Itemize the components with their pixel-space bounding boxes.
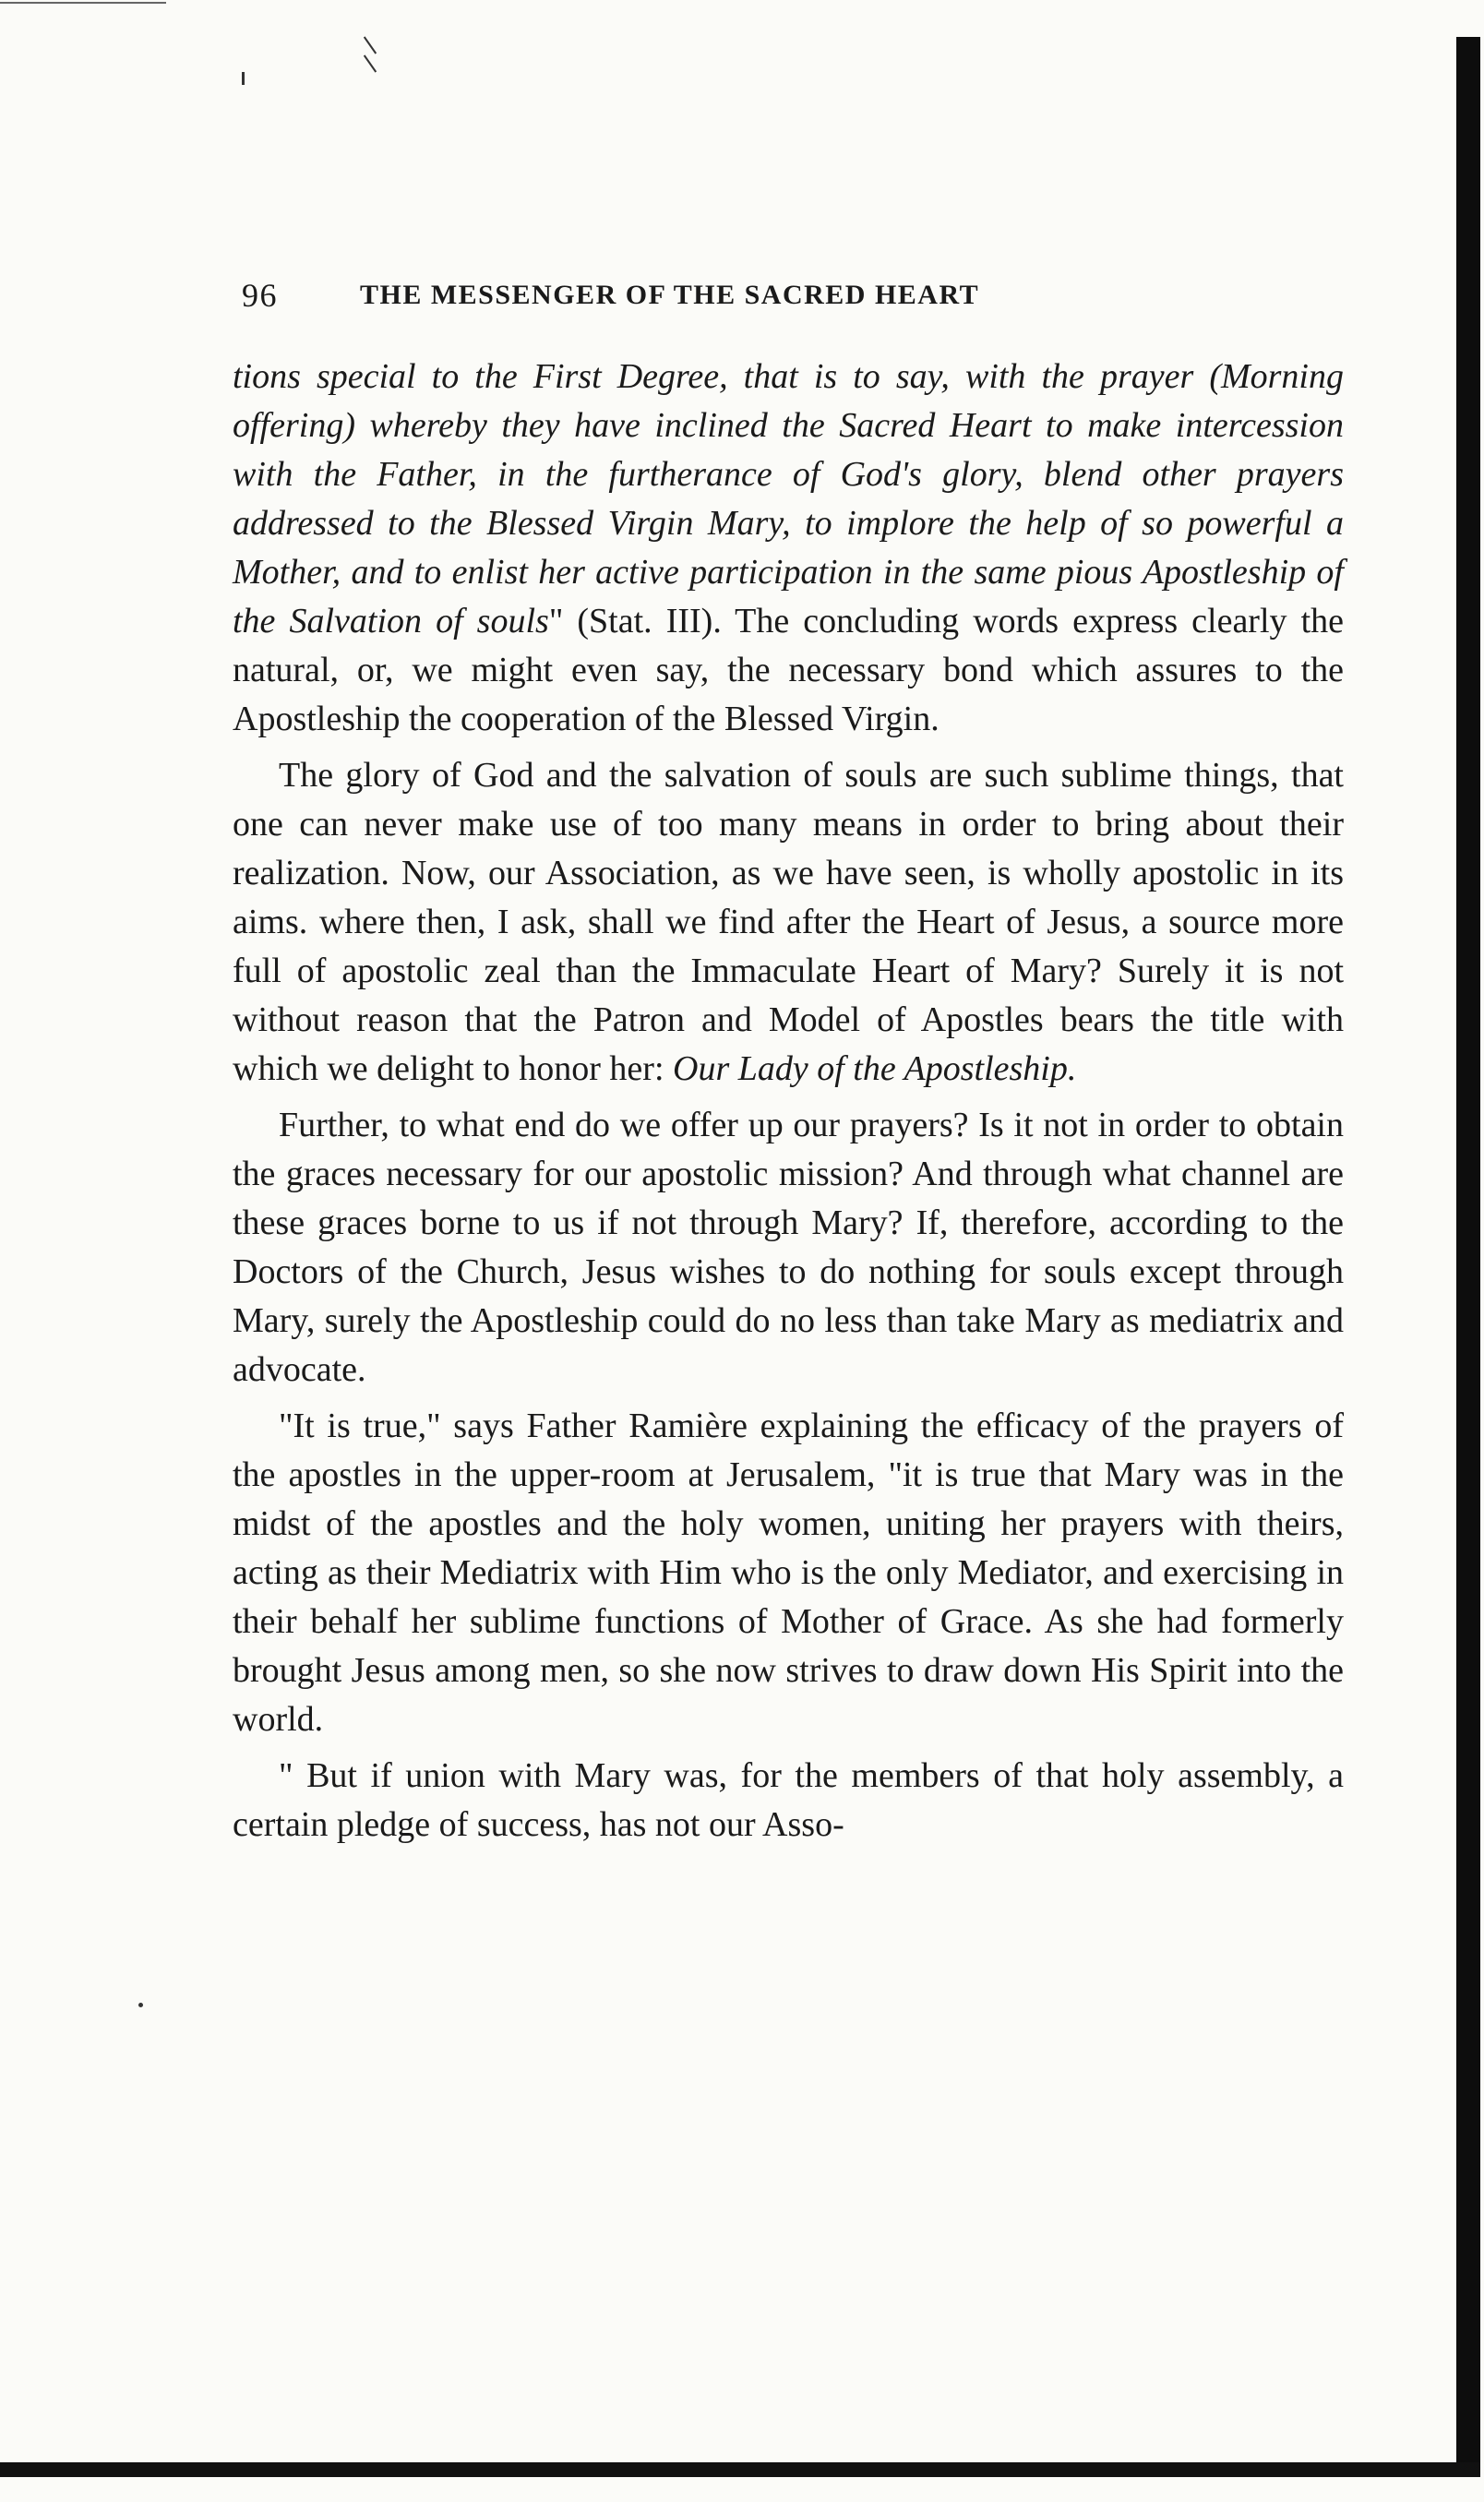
paragraph bbox=[233, 751, 1344, 1094]
text-run: The glory of God and the salvation of souls are such sublime things, that one can never make use of too many means in order to bring about their realization. Now, our Association, as we have seen, is wholly apostolic in its aims. where then, I ask, shall we find after the Heart of Jesus, a source more full of apostolic zeal than the Immaculate Heart of Mary? Surely it is not without reason that the Patron and Model of Apostles bears the title with which we delight to honor her: bbox=[233, 756, 1344, 1088]
body-text bbox=[233, 353, 1344, 1850]
running-title: THE MESSENGER OF THE SACRED HEART bbox=[360, 280, 980, 310]
text-run: Further, to what end do we offer up our prayers? Is it not in order to obtain the graces necessary for our apostolic mission? And through what channel are these graces borne to us if not through Mary? If, therefore, according to the Doctors of the Church, Jesus wishes to do nothing for souls except through Mary, surely the Apostleship could do no less than take Mary as mediatrix and advocate. bbox=[233, 1106, 1344, 1389]
scan-right-edge bbox=[1456, 37, 1480, 2464]
paragraph bbox=[233, 1402, 1344, 1744]
scan-top-rule bbox=[0, 2, 166, 4]
text-run: " (Stat. III). The concluding words express clearly the natural, or, we might even say, the necessary bond which assures to the Apostleship the cooperation of the Blessed Virgin. bbox=[233, 602, 1344, 738]
paragraph bbox=[233, 353, 1344, 744]
scan-bottom-edge bbox=[0, 2462, 1480, 2477]
text-run: "It is true," says Father Ramière explaining the efficacy of the prayers of the apostles in the upper-room at Jerusalem, "it is true that Mary was in the midst of the apostles and the holy women, uniting her prayers with theirs, acting as their Mediatrix with Him who is the only Mediator, and exercising in their behalf her sublime functions of Mother of Grace. As she had formerly brought Jesus among men, so she now strives to draw down His Spirit into the world. bbox=[233, 1407, 1344, 1739]
text-run: " But if union with Mary was, for the members of that holy assembly, a certain pledge of success, has not our Asso- bbox=[233, 1756, 1344, 1844]
scan-speck bbox=[364, 36, 377, 54]
page-number: 96 bbox=[242, 277, 278, 314]
running-header bbox=[242, 268, 1349, 323]
scan-speck bbox=[242, 72, 245, 85]
italic-text: tions special to the First Degree, that is to say, with the prayer (Morning offering) whereby they have inclined the Sacred Heart to make intercession with the Father, in the furtherance of God's glory, blend other prayers addressed to the Blessed Virgin Mary, to implore the help of so powerful a Mother, and to enlist her active participation in the same pious Apostleship of the Salvation of souls bbox=[233, 357, 1344, 640]
paragraph bbox=[233, 1101, 1344, 1395]
paragraph bbox=[233, 1752, 1344, 1850]
italic-text: Our Lady of the Apostleship. bbox=[673, 1049, 1077, 1088]
scan-speck bbox=[138, 2003, 143, 2007]
scan-speck bbox=[364, 54, 377, 72]
